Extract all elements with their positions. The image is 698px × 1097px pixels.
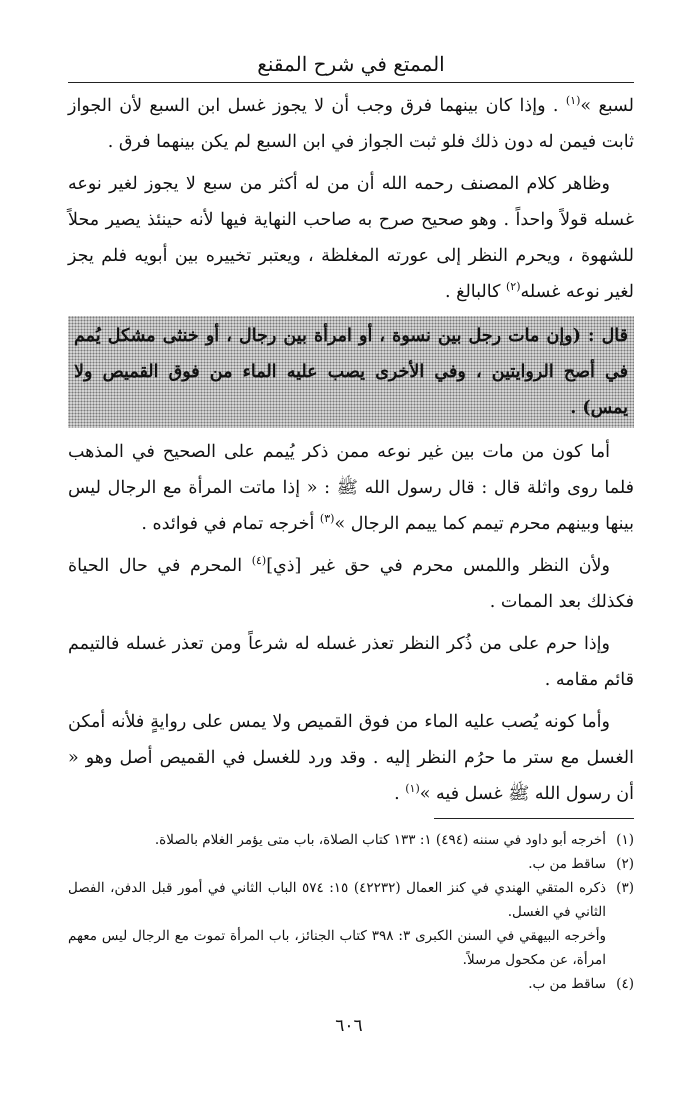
paragraph-text: ولأن النظر واللمس محرم في حق غير [ذي] [266, 556, 610, 576]
footnote-item [68, 876, 634, 924]
running-header: الممتع في شرح المقنع [257, 52, 445, 76]
footnote-text: وأخرجه البيهقي في السنن الكبرى ٣: ٣٩٨ كتاب الجنائز، باب المرأة تموت مع الرجال ليس معهم امرأة، عن مكحول مرسلاً. [68, 928, 606, 968]
paragraph-text: وظاهر كلام المصنف رحمه الله أن من له أكثر من سبع لا يجوز لغير نوعه غسله قولاً واحداً . وهو صحيح صرح به صاحب النهاية فيها لأنه حينئذ يصير محلاً للشهوة ، ويحرم النظر إلى عورته المغلظة ، ويعتبر تخييره بين أبويه فلم يجز لغير نوعه غسله [68, 174, 634, 302]
matn-quote-block [68, 316, 634, 428]
footnote-ref[interactable]: (٢) [505, 280, 521, 294]
footnote-separator [434, 818, 634, 819]
footnote-text: ذكره المتقي الهندي في كنز العمال (٤٢٢٣٢) ١٥: ٥٧٤ الباب الثاني في أمور قبل الدفن، الفصل الثاني في الغسل. [68, 880, 607, 920]
paragraph-text: أخرجه تمام في فوائده . [141, 514, 320, 534]
footnote-item [68, 828, 634, 852]
footnote-number: (٢) [616, 856, 634, 872]
footnote-text: ساقط من ب. [528, 976, 606, 992]
footnote-item [68, 852, 634, 876]
paragraph-text: المحرم في حال الحياة فكذلك بعد الممات . [68, 556, 634, 612]
footnote-number: (٤) [616, 976, 634, 992]
paragraph-text: وأما كونه يُصب عليه الماء من فوق القميص ولا يمس على روايةٍ فلأنه أمكن الغسل مع ستر ما حرُم النظر إليه . وقد ورد للغسل في القميص أصل وهو « أن رسول الله ﷺ غسل فيه » [68, 712, 634, 804]
paragraph-3 [68, 434, 634, 542]
footnote-ref[interactable]: (١) [405, 782, 420, 796]
page-number: ٦٠٦ [335, 1016, 363, 1036]
footnote-text: ساقط من ب. [528, 856, 606, 872]
paragraph-5 [68, 626, 634, 698]
footnote-ref[interactable]: (٣) [319, 512, 335, 526]
footnote-number: (١) [616, 832, 634, 848]
paragraph-text: . وإذا كان بينهما فرق وجب أن لا يجوز غسل ابن السبع لأن الجواز ثابت فيمن له دون ذلك فلو ثبت الجواز في ابن السبع لم يكن بينهما فرق . [68, 96, 634, 152]
paragraph-text: كالبالغ . [445, 282, 506, 302]
paragraph-6 [68, 704, 634, 812]
paragraph-text: وإذا حرم على من ذُكر النظر تعذر غسله له شرعاً ومن تعذر غسله فالتيمم قائم مقامه . [68, 634, 634, 690]
footnote-number: (٣) [616, 880, 634, 896]
paragraph-1 [68, 88, 634, 160]
footnote-text: أخرجه أبو داود في سننه (٤٩٤) ١: ١٣٣ كتاب الصلاة، باب متى يؤمر الغلام بالصلاة. [154, 832, 606, 848]
paragraph-text: أما كون من مات بين غير نوعه ممن ذكر يُيمم على الصحيح في المذهب فلما روى واثلة قال : قال رسول الله ﷺ : « إذا ماتت المرأة مع الرجال ليس بينها وبينهم محرم تيمم كما ييمم الرجال » [68, 442, 634, 534]
paragraph-text: لسبع » [580, 96, 634, 116]
footnote-ref[interactable]: (٤) [251, 554, 267, 568]
paragraph-2 [68, 166, 634, 310]
paragraph-text: . [394, 784, 406, 804]
footnote-continuation [68, 924, 634, 972]
footnote-ref[interactable]: (١) [565, 94, 581, 108]
matn-quote-text: قال : (وإن مات رجل بين نسوة ، أو امرأة بين رجال ، أو خنثى مشكل يُمم في أصح الروايتين ، وفي الأخرى يصب عليه الماء من فوق القميص ولا يمس) . [74, 326, 628, 418]
footnote-item [68, 972, 634, 996]
paragraph-4 [68, 548, 634, 620]
main-text [68, 88, 634, 818]
footnotes [68, 828, 634, 996]
header-rule [68, 82, 634, 83]
